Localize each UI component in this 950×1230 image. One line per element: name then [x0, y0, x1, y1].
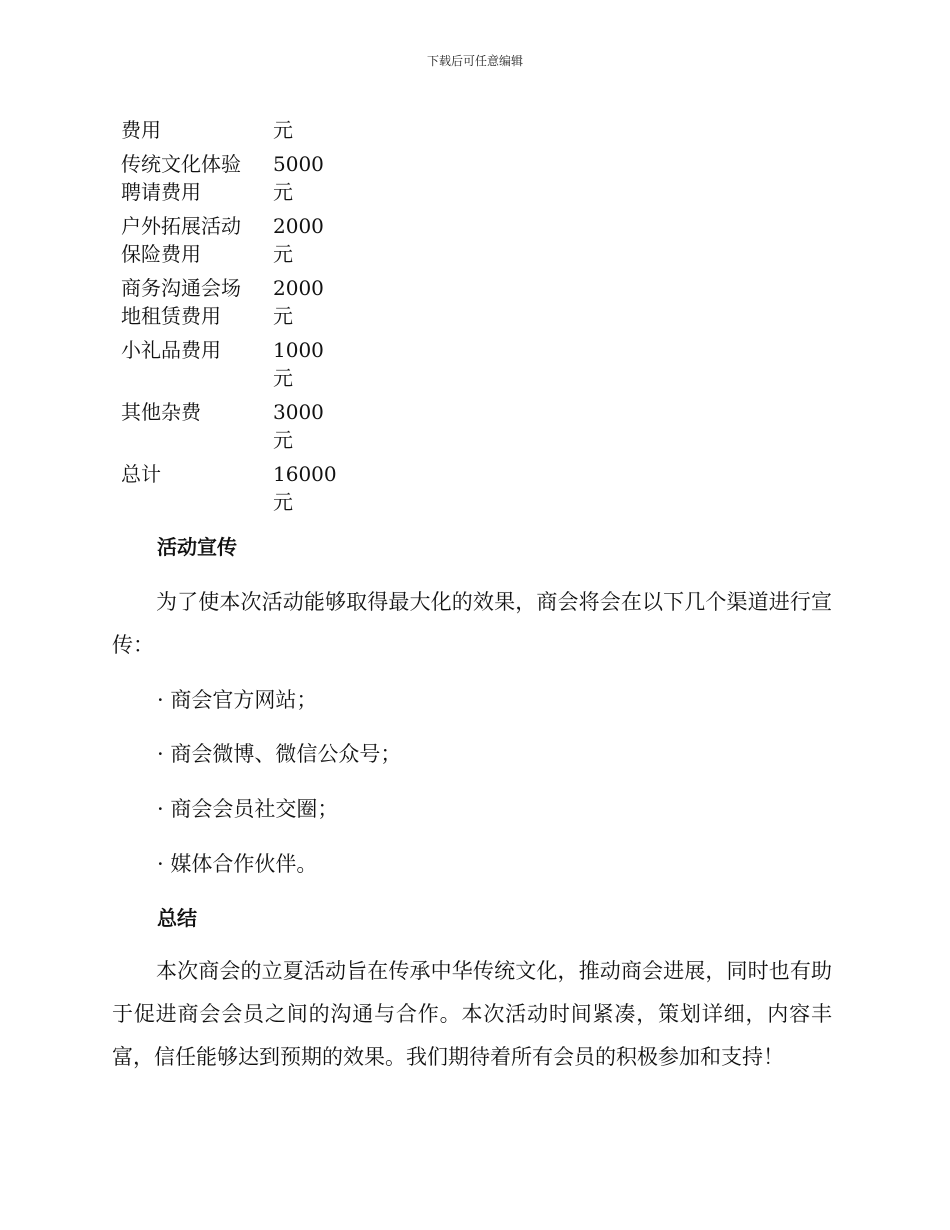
budget-item-name: 户外拓展活动 保险费用 [121, 214, 241, 266]
table-row [121, 116, 343, 144]
budget-item-name: 商务沟通会场 地租赁费用 [121, 276, 241, 328]
summary-heading: 总结 [157, 906, 197, 930]
budget-item-name: 费用 [121, 118, 161, 142]
budget-table [121, 116, 343, 516]
budget-item-name: 其他杂费 [121, 400, 201, 424]
budget-item-name: 总计 [121, 462, 161, 486]
promotion-intro: 为了使本次活动能够取得最大化的效果，商会将会在以下几个渠道进行宣传： [112, 590, 832, 657]
table-row [121, 274, 343, 330]
budget-item-name: 传统文化体验 聘请费用 [121, 152, 241, 204]
summary-body: 本次商会的立夏活动旨在传承中华传统文化，推动商会进展，同时也有助于促进商会会员之间的沟通与合作。本次活动时间紧凑，策划详细，内容丰富，信任能够达到预期的效果。我们期待着所有会员的积极参加和支持！ [112, 959, 832, 1069]
budget-item-amount: 2000 元 [273, 276, 324, 328]
table-row [121, 336, 343, 392]
table-row [121, 460, 343, 516]
table-row [121, 398, 343, 454]
budget-item-name: 小礼品费用 [121, 338, 221, 362]
table-row [121, 150, 343, 206]
budget-item-amount: 2000 元 [273, 214, 324, 266]
list-item: · 媒体合作伙伴。 [157, 852, 318, 876]
budget-item-amount: 元 [273, 118, 293, 142]
list-item: · 商会微博、微信公众号； [157, 742, 402, 766]
promotion-heading: 活动宣传 [157, 535, 237, 559]
budget-item-amount: 1000 元 [273, 338, 324, 390]
page-header: 下载后可任意编辑 [426, 54, 523, 68]
table-row [121, 212, 343, 268]
budget-item-amount: 16000 元 [273, 462, 337, 514]
budget-item-amount: 5000 元 [273, 152, 324, 204]
list-item: · 商会官方网站； [157, 688, 318, 712]
list-item: · 商会会员社交圈； [157, 797, 339, 821]
budget-item-amount: 3000 元 [273, 400, 324, 452]
